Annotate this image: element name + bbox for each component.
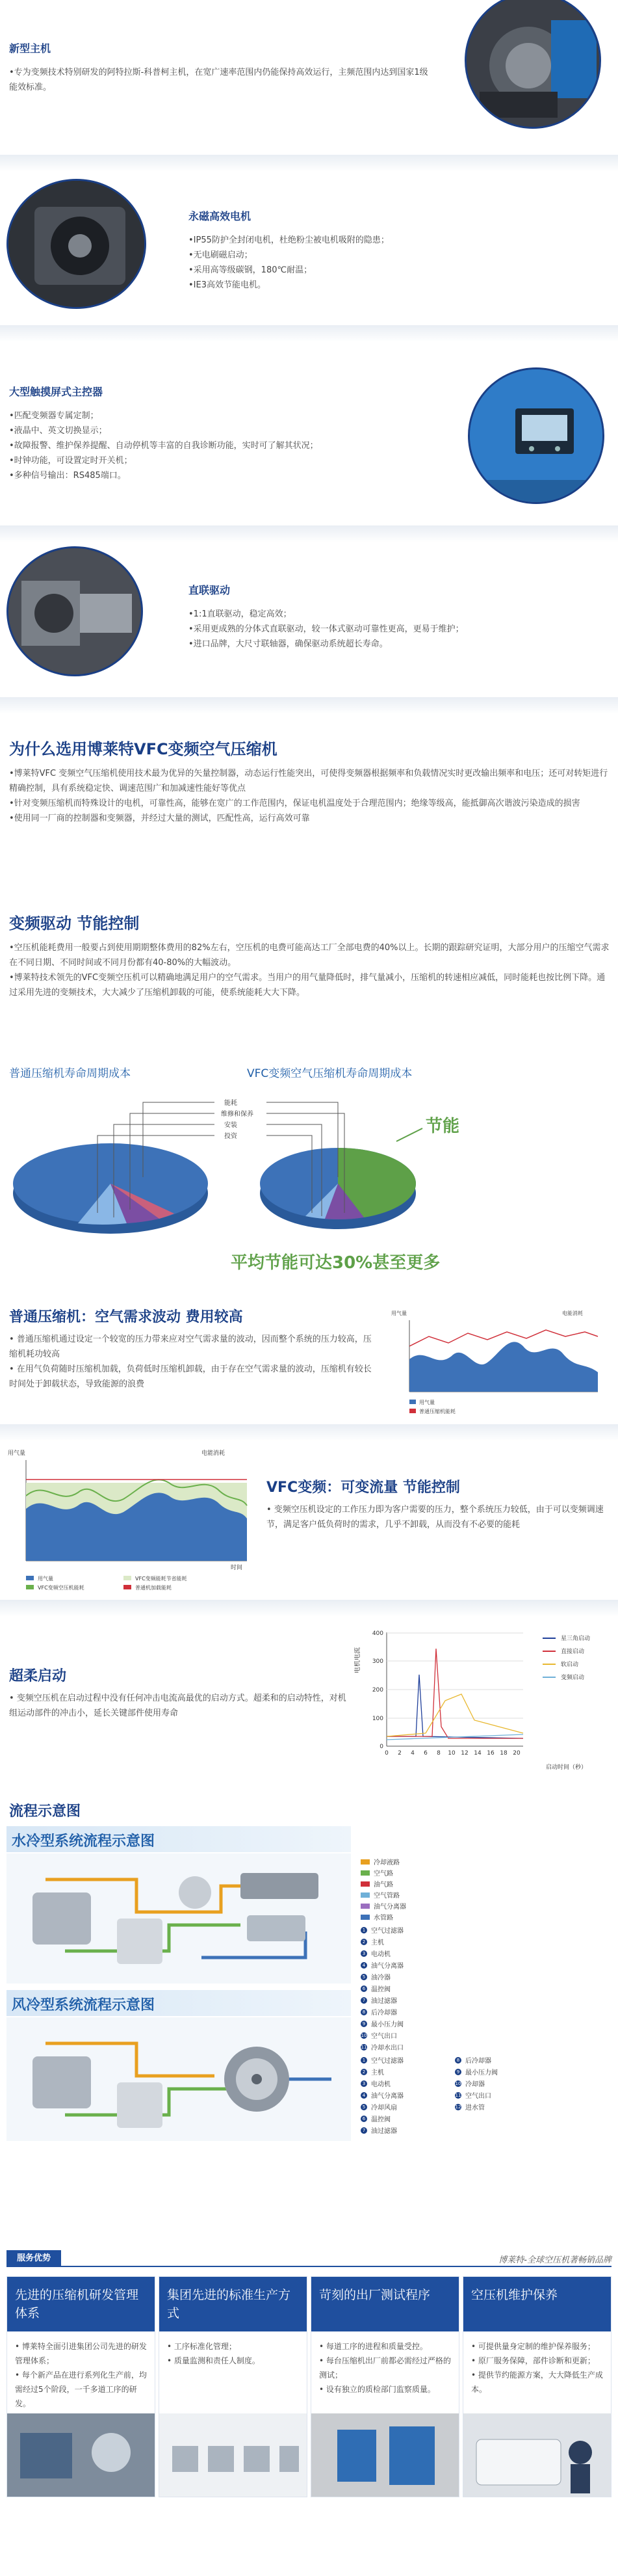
- section-new-airend: [0, 0, 618, 163]
- section-why-vfc: [0, 728, 618, 878]
- section-soft-start: [0, 1619, 618, 1782]
- part-item: 10 空气出口: [361, 2032, 397, 2040]
- feature-item: •采用更成熟的分体式直联驱动，较一体式驱动可靠性更高，更易于维护；: [188, 624, 464, 634]
- part-item: 10 冷却器: [455, 2080, 485, 2088]
- part-item: 2 主机: [361, 2067, 384, 2077]
- section-service: [0, 2237, 618, 2576]
- card-item: • 设有独立的质检部门监察质量。: [319, 2385, 435, 2394]
- part-item: 6 温控阀: [361, 1984, 391, 1993]
- drive-photo: [6, 546, 143, 676]
- service-card: [159, 2276, 307, 2497]
- card-photo: [463, 2413, 611, 2497]
- section-controller: [0, 351, 618, 527]
- part-item: 11 空气出口: [455, 2092, 491, 2100]
- x-tick: 14: [474, 1750, 482, 1757]
- airend-photo: [465, 0, 601, 129]
- card-item: • 原厂服务保障，部件诊断和更新；: [471, 2356, 595, 2365]
- part-item: 1 空气过滤器: [361, 2055, 404, 2065]
- feature-item: •进口品牌，大尺寸联轴器，确保驱动系统超长寿命。: [188, 639, 388, 649]
- legend-item: VFC变频空压机能耗: [38, 1585, 84, 1591]
- card-item: • 每个新产品在进行系列化生产前，均需经过5个阶段，一千多道工序的研发。: [15, 2370, 147, 2408]
- feature-item: •匹配变频器专属定制；: [9, 411, 99, 421]
- feature-item: •针对变频压缩机而特殊设计的电机，可靠性高，能够在宽广的工作范围内，保证电机温度处于合理范围内；绝缘等级高，能抵御高次谐波污染造成的损害: [9, 799, 580, 808]
- pie-label: 投资: [224, 1133, 237, 1140]
- legend-item: 冷却液路: [361, 1857, 400, 1866]
- pie-label: 安装: [224, 1122, 237, 1129]
- service-card: [463, 2276, 612, 2497]
- part-item: 9 最小压力阀: [361, 2019, 404, 2028]
- air-cooled-diagram: [6, 2017, 351, 2141]
- drive-image: [8, 548, 143, 676]
- service-slogan: 博莱特-全球空压机著畅销品牌: [498, 2255, 612, 2265]
- start-current-chart: [354, 1623, 614, 1772]
- card-item: • 工序标准化管理；: [167, 2342, 237, 2351]
- air-cooled-title: [6, 1990, 351, 2016]
- legend-item: 星三角启动: [561, 1636, 591, 1642]
- legend-item: 空气路: [361, 1868, 393, 1878]
- legend-item: 普通机加载能耗: [135, 1585, 172, 1591]
- feature-item: • 变频空压机在启动过程中没有任何冲击电流高最优的启动方式。超柔和的启动特性，对机组运动部件的冲击小，延长关键部件使用寿命: [9, 1693, 346, 1718]
- legend-item: 普通压缩机能耗: [419, 1409, 456, 1414]
- card-item: • 每道工序的进程和质量受控。: [319, 2342, 428, 2351]
- feature-list: [9, 1332, 380, 1392]
- part-item: 7 油过滤器: [361, 1995, 397, 2005]
- section-title: 大型触摸屏式主控器: [9, 386, 103, 398]
- water-cooled-diagram: [6, 1853, 351, 1984]
- divider: [0, 697, 618, 714]
- section-energy-saving: [0, 897, 618, 1028]
- part-item: 3 电动机: [361, 1948, 391, 1958]
- feature-list: [9, 65, 431, 95]
- card-item: • 可提供量身定制的维护保养服务；: [471, 2342, 595, 2351]
- legend-item: 用气量: [38, 1576, 53, 1582]
- left-pie: [13, 1143, 208, 1234]
- left-pie-title: 普通压缩机寿命周期成本: [9, 1067, 131, 1080]
- axis-label: 启动时间（秒）: [546, 1764, 587, 1771]
- x-tick: 20: [513, 1750, 521, 1757]
- feature-item: • 在用气负荷随时压缩机加载，负荷低时压缩机卸载，由于存在空气需求量的波动，压缩机有较长时间处于卸载状态，导致能源的浪费: [9, 1364, 372, 1389]
- section-flow-diagram: [0, 1795, 618, 2146]
- series-star-delta: [387, 1675, 523, 1738]
- motor-photo: [6, 179, 146, 309]
- feature-item: • 普通压缩机通过设定一个较宽的压力带来应对空气需求量的波动，因而整个系统的压力较高，压缩机耗功较高: [9, 1334, 372, 1359]
- legend-item: 变频启动: [561, 1675, 585, 1681]
- feature-item: •故障报警、维护保养提醒、自动停机等丰富的自我诊断功能，实时可了解其状况；: [9, 441, 318, 451]
- feature-item: •IP55防护全封闭电机，杜绝粉尘被电机吸附的隐患；: [188, 235, 389, 245]
- legend-item: 软启动: [561, 1662, 579, 1668]
- section-title: 新型主机: [9, 42, 51, 55]
- y-tick: 400: [372, 1630, 383, 1637]
- feature-item: •使用同一厂商的控制器和变频器，并经过大量的测试，匹配性高，运行高效可靠: [9, 814, 310, 823]
- part-item: 5 油冷器: [361, 1972, 391, 1982]
- card-title: 先进的压缩机研发管理体系: [7, 2277, 155, 2331]
- section-title: 普通压缩机：空气需求波动 费用较高: [9, 1309, 243, 1325]
- card-item: • 每台压缩机出厂前都必需经过严格的测试；: [319, 2356, 451, 2380]
- divider: [0, 325, 618, 342]
- service-card: [6, 2276, 155, 2497]
- vfc-load-chart: [6, 1447, 253, 1597]
- series-vfd: [387, 1734, 523, 1740]
- legend-item: 直接启动: [561, 1649, 585, 1655]
- feature-item: •无电刷磁启动；: [188, 250, 253, 260]
- series-soft: [387, 1694, 523, 1736]
- airend-image: [467, 0, 601, 129]
- motor-image: [8, 181, 146, 309]
- card-title: 苛刻的出厂测试程序: [311, 2277, 459, 2331]
- part-item: 5 冷却风扇: [361, 2102, 397, 2112]
- part-item: 4 油气分离器: [361, 2090, 404, 2100]
- feature-list: [188, 233, 552, 293]
- card-title: 空压机维护保养: [463, 2277, 611, 2331]
- feature-item: •博莱特技术领先的VFC变频空压机可以精确地满足用户的空气需求。当用户的用气量降低时，排气量减小，压缩机的转速相应减低，同时能耗也按比例下降。通过采用先进的变频技术，大大减少了压缩机卸载的可能，使系统能耗大大下降。: [9, 973, 606, 998]
- card-item: • 提供节约能源方案，大大降低生产成本。: [471, 2370, 603, 2394]
- x-tick: 8: [437, 1750, 441, 1757]
- energy-line: [409, 1330, 598, 1346]
- x-tick: 18: [500, 1750, 508, 1757]
- feature-item: •IE3高效节能电机。: [188, 280, 266, 290]
- feature-item: •空压机能耗费用一般要占到使用期期整体费用的82%左右，空压机的电费可能高达工厂全部电费的40%以上。长期的跟踪研究证明，大部分用户的压缩空气需求在不同日期、不同时间或不同月份都有40-80%的大幅波动。: [9, 943, 610, 968]
- water-cooled-title: [6, 1826, 351, 1852]
- y-tick: 300: [372, 1658, 383, 1665]
- feature-item: •多种信号输出：RS485端口。: [9, 471, 126, 481]
- feature-list: [188, 607, 578, 652]
- card-photo: [311, 2413, 459, 2497]
- part-item: 9 最小压力阀: [455, 2067, 498, 2077]
- controller-image: [470, 369, 604, 504]
- feature-list: [9, 408, 438, 483]
- section-title: 变频驱动 节能控制: [9, 914, 140, 933]
- feature-list: [9, 766, 610, 826]
- feature-list: [9, 1691, 354, 1721]
- legend-item: 油气分离器: [361, 1901, 406, 1911]
- section-title: 直联驱动: [188, 584, 231, 596]
- section-vfc-variable-flow: [0, 1441, 618, 1603]
- feature-item: •时钟功能，可设置定时开关机；: [9, 456, 133, 466]
- feature-list: [9, 940, 610, 1000]
- right-pie-title: VFC变频空气压缩机寿命周期成本: [247, 1067, 413, 1080]
- x-tick: 10: [448, 1750, 456, 1757]
- axis-label: 电能消耗: [562, 1310, 583, 1316]
- feature-item: •液晶中、英文切换显示；: [9, 426, 107, 436]
- section-direct-drive: [0, 540, 618, 689]
- water-cooled-title-text: 水冷型系统流程示意图: [12, 1833, 155, 1850]
- card-photo: [7, 2413, 155, 2497]
- section-motor: [0, 169, 618, 325]
- service-card: [311, 2276, 459, 2497]
- controller-photo: [468, 367, 604, 504]
- x-tick: 2: [398, 1750, 402, 1757]
- x-tick: 0: [385, 1750, 389, 1757]
- axis-label: 用气量: [8, 1450, 26, 1457]
- feature-item: • 变频空压机设定的工作压力即为客户需要的压力，整个系统压力较低，由于可以变频调速节，满足客户低负荷时的需求，几乎不卸载，从而没有不必要的能耗: [266, 1505, 604, 1530]
- pie-graphic: [0, 1080, 618, 1275]
- series-direct: [387, 1649, 523, 1738]
- part-item: 7 油过滤器: [361, 2125, 397, 2135]
- x-tick: 6: [424, 1750, 428, 1757]
- feature-item: •1:1直联驱动，稳定高效；: [188, 609, 292, 619]
- part-item: 3 电动机: [361, 2078, 391, 2088]
- part-item: 4 油气分离器: [361, 1960, 404, 1970]
- section-title: 永磁高效电机: [188, 210, 251, 222]
- legend-item: 油气路: [361, 1879, 393, 1889]
- card-title: 集团先进的标准生产方式: [159, 2277, 307, 2331]
- section-standard-compressor: [0, 1301, 618, 1431]
- standard-load-chart: [390, 1307, 604, 1418]
- saving-banner: 平均节能可达30%甚至更多: [231, 1253, 441, 1273]
- feature-item: •专为变频技术特别研发的阿特拉斯-科普柯主机，在宽广速率范围内仍能保持高效运行，主频范围内达到国家1级能效标准。: [9, 68, 428, 92]
- x-tick: 16: [487, 1750, 495, 1757]
- section-title: 流程示意图: [9, 1803, 81, 1820]
- feature-item: •采用高等级碳钢，180℃耐温；: [188, 265, 313, 275]
- air-cooled-title-text: 风冷型系统流程示意图: [12, 1997, 155, 2013]
- x-tick: 12: [461, 1750, 469, 1757]
- pie-comparison: [0, 1054, 618, 1288]
- divider: [0, 1424, 618, 1441]
- pie-label: 能耗: [224, 1100, 237, 1107]
- card-photo: [159, 2413, 307, 2497]
- part-item: 2 主机: [361, 1937, 384, 1946]
- legend-item: 水管路: [361, 1912, 393, 1922]
- legend-item: 用气量: [419, 1400, 435, 1405]
- section-title: VFC变频：可变流量 节能控制: [266, 1480, 460, 1496]
- service-header: [6, 2250, 612, 2267]
- demand-area: [409, 1342, 598, 1392]
- axis-label: 用气量: [391, 1310, 407, 1316]
- service-tag: 服务优势: [6, 2250, 61, 2267]
- axis-label: 电能消耗: [201, 1450, 225, 1457]
- part-item: 8 后冷却器: [455, 2055, 491, 2065]
- part-item: 8 后冷却器: [361, 2007, 397, 2017]
- pie-label: 维修和保养: [221, 1111, 253, 1118]
- feature-item: •博莱特VFC 变频空气压缩机使用技术最为优异的矢量控制器，动态运行性能突出，可使得变频器根据频率和负载情况实时更改输出频率和电压；还可对转矩进行精确控制，具有系统稳定快、调速范围广和加减速性能好等优点: [9, 769, 608, 793]
- part-item: 11 冷却水出口: [361, 2044, 404, 2052]
- legend-item: 空气管路: [361, 1890, 400, 1900]
- card-item: • 博莱特全面引进集团公司先进的研发管理体系；: [15, 2342, 147, 2365]
- part-item: 12 进水管: [455, 2104, 485, 2112]
- section-title: 为什么选用博莱特VFC变频空气压缩机: [9, 740, 277, 758]
- y-tick: 0: [380, 1744, 383, 1750]
- y-tick: 200: [372, 1687, 383, 1693]
- part-item: 1 空气过滤器: [361, 1925, 404, 1935]
- card-item: • 质量监测和责任人制度。: [167, 2356, 260, 2365]
- axis-label: 电机电流: [354, 1647, 361, 1673]
- y-tick: 100: [372, 1716, 383, 1722]
- section-title: 超柔启动: [9, 1668, 67, 1684]
- service-cards: [6, 2276, 612, 2562]
- feature-list: [266, 1502, 611, 1532]
- saving-label: 节能: [426, 1117, 460, 1136]
- part-item: 6 温控阀: [361, 2114, 391, 2123]
- x-tick: 4: [411, 1750, 415, 1757]
- legend-item: VFC变频能耗节省能耗: [135, 1576, 187, 1582]
- divider: [0, 1600, 618, 1617]
- axis-label: 时间: [231, 1565, 243, 1571]
